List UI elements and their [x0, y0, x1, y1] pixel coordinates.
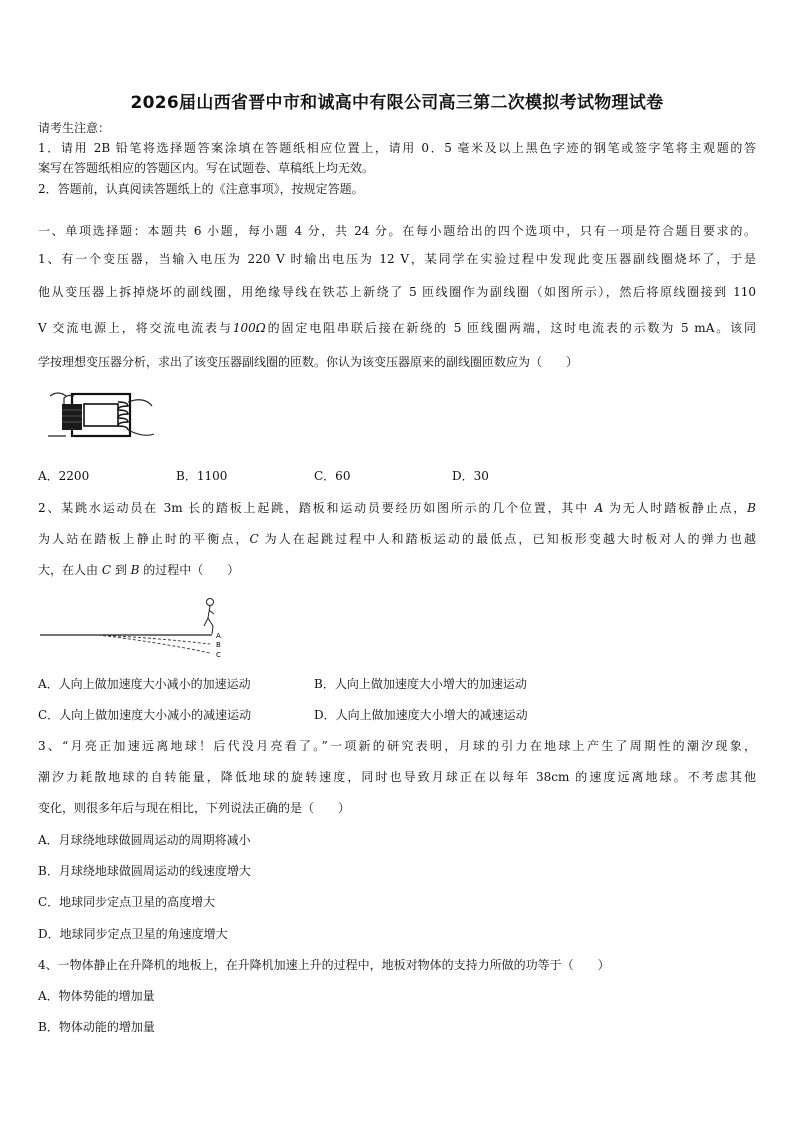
resistance-value: 100Ω	[232, 321, 266, 335]
q2-option-b: B．人向上做加速度大小增大的加速运动	[314, 677, 527, 691]
q3-option-c: C．地球同步定点卫星的高度增大	[38, 895, 216, 909]
q2-line-1-a: 2、某跳水运动员在 3m 长的踏板上起跳，踏板和运动员要经历如图所示的几个位置，其中	[38, 501, 595, 515]
q1-line-2: 他从变压器上拆掉烧坏的副线圈，用绝缘导线在铁芯上新绕了 5 匝线圈作为副线圈（如图所示），然后将原线圈接到 110	[38, 285, 756, 299]
q3-option-a: A．月球绕地球做圆周运动的周期将减小	[38, 833, 251, 847]
q3-line-3: 变化，则很多年后与现在相比，下列说法正确的是（ ）	[38, 801, 351, 815]
q2-option-c: C．人向上做加速度大小减小的减速运动	[38, 708, 252, 722]
q2-line-2	[38, 531, 756, 547]
q3-line-2: 潮汐力耗散地球的自转能量，降低地球的旋转速度，同时也导致月球正在以每年 38cm 的速度远离地球。不考虑其他	[38, 770, 756, 784]
q2-line-1	[38, 500, 756, 516]
q1-option-d: D．30	[452, 469, 489, 483]
q1-option-a: A．2200	[38, 469, 90, 483]
q1-line-4: 学按理想变压器分析，求出了该变压器副线圈的匝数。你认为该变压器原来的副线圈匝数应为（ ）	[38, 355, 579, 369]
figure-label-a: A	[216, 632, 221, 640]
q1-line-3	[38, 320, 756, 336]
q4-option-a: A．物体势能的增加量	[38, 989, 155, 1003]
point-c-ref: C	[101, 563, 112, 577]
notice-heading: 请考生注意：	[38, 121, 111, 135]
q1-line-1: 1、有一个变压器，当输入电压为 220 V 时输出电压为 12 V，某同学在实验过程中发现此变压器副线圈烧坏了，于是	[38, 252, 756, 266]
q2-line-3-b: 到	[111, 563, 131, 577]
q3-line-1: 3、“月亮正加速远离地球！后代没月亮看了。”一项新的研究表明，月球的引力在地球上产生了周期性的潮汐现象，	[38, 739, 756, 753]
q4-line-1: 4、一物体静止在升降机的地板上，在升降机加速上升的过程中，地板对物体的支持力所做的功等于（ ）	[38, 958, 610, 972]
q1-line-3-a: V 交流电源上，将交流电流表与	[38, 321, 233, 335]
q1-line-3-b: 的固定电阻串联后接在新绕的 5 匝线圈两端，这时电流表的示数为 5 mA。该同	[265, 321, 756, 335]
q3-option-d: D．地球同步定点卫星的角速度增大	[38, 927, 228, 941]
notice-item-1-line-1: 1．请用 2B 铅笔将选择题答案涂填在答题纸相应位置上，请用 0．5 毫米及以上黑色字迹的钢笔或签字笔将主观题的答	[38, 141, 756, 155]
point-b-label: B	[747, 501, 756, 515]
diving-board-figure	[38, 592, 238, 668]
page-title: 2026届山西省晋中市和诚高中有限公司高三第二次模拟考试物理试卷	[130, 93, 664, 113]
q3-option-b: B．月球绕地球做圆周运动的线速度增大	[38, 864, 251, 878]
q2-option-a: A．人向上做加速度大小减小的加速运动	[38, 677, 251, 691]
q2-line-2-b: 为人在起跳过程中人和踏板运动的最低点，已知板形变越大时板对人的弹力也越	[258, 532, 756, 546]
point-b-ref: B	[130, 563, 140, 577]
q4-option-b: B．物体动能的增加量	[38, 1020, 155, 1034]
section-header: 一、单项选择题：本题共 6 小题，每小题 4 分，共 24 分。在每小题给出的四个选项中，只有一项是符合题目要求的。	[38, 224, 756, 238]
point-a-label: A	[594, 501, 604, 515]
transformer-figure	[44, 386, 156, 446]
q2-line-3	[38, 562, 239, 578]
figure-label-b: B	[216, 641, 221, 649]
q1-option-b: B．1100	[176, 469, 228, 483]
q2-option-d: D．人向上做加速度大小增大的减速运动	[314, 708, 528, 722]
q2-line-1-b: 为无人时踏板静止点，	[603, 501, 748, 515]
q2-line-3-a: 大，在人由	[38, 563, 102, 577]
q2-line-2-a: 为人站在踏板上静止时的平衡点，	[38, 532, 250, 546]
q2-line-3-c: 的过程中（ ）	[139, 563, 240, 577]
notice-item-1-line-2: 案写在答题纸相应的答题区内。写在试题卷、草稿纸上均无效。	[38, 161, 375, 175]
figure-label-c: C	[216, 651, 221, 659]
q1-option-c: C．60	[314, 469, 351, 483]
point-c-label: C	[249, 532, 259, 546]
notice-item-2: 2．答题前，认真阅读答题纸上的《注意事项》，按规定答题。	[38, 182, 364, 196]
